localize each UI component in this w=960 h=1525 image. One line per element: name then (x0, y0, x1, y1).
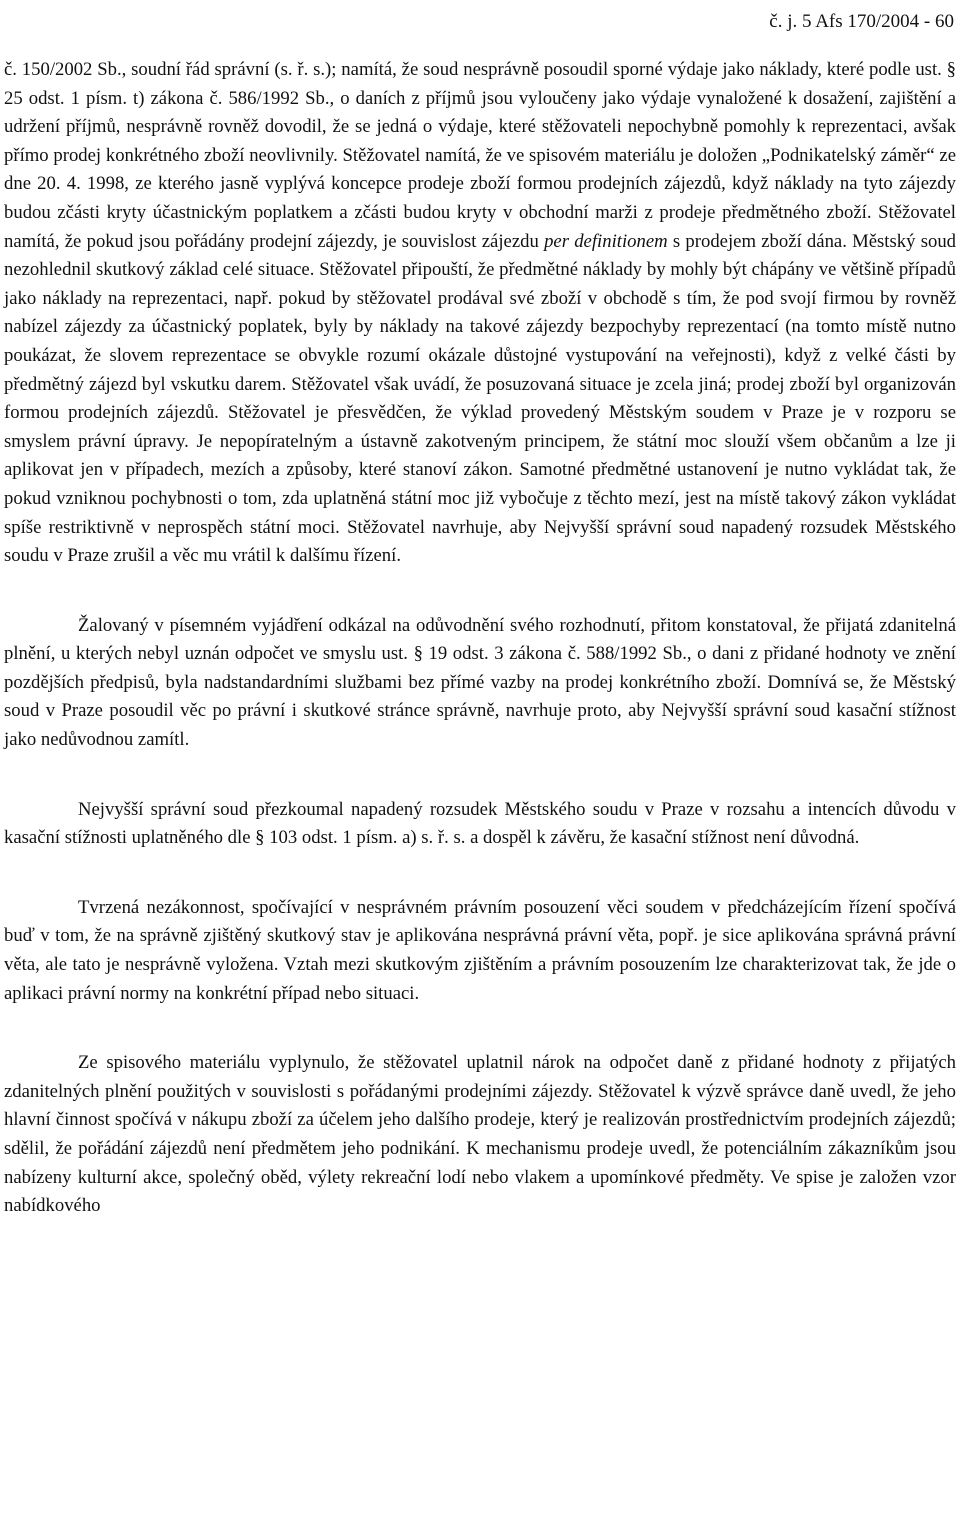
paragraph-court-review: Nejvyšší správní soud přezkoumal napadený rozsudek Městského soudu v Praze v rozsahu a intencích důvodu v kasační stížnosti uplatněného dle § 103 odst. 1 písm. a) s. ř. s. a dospěl k závěru, že kasační stížnost není důvodná. (4, 798, 956, 849)
paragraph-spacer (4, 755, 956, 796)
document-body (4, 56, 956, 1221)
paragraph-spacer (4, 1008, 956, 1049)
paragraph-spacer (4, 853, 956, 894)
italic-term: per definitionem (544, 230, 668, 252)
paragraph-defendant-statement: Žalovaný v písemném vyjádření odkázal na odůvodnění svého rozhodnutí, přitom konstatoval, že přijatá zdanitelná plnění, u kterých nebyl uznán odpočet ve smyslu ust. § 19 odst. 3 zákona č. 588/1992 Sb., o dani z přidané hodnoty ve znění pozdějších předpisů, byla nadstandardními službami bez přímé vazby na prodej konkrétního zboží. Domnívá se, že Městský soud v Praze posoudil věc po právní i skutkové stránce správně, navrhuje proto, aby Nejvyšší správní soud kasační stížnost jako nedůvodnou zamítl. (4, 614, 956, 751)
paragraph-text: č. 150/2002 Sb., soudní řád správní (s. ř. s.); namítá, že soud nesprávně posoudil sporné výdaje jako náklady, které podle ust. § 25 odst. 1 písm. t) zákona č. 586/1992 Sb., o daních z příjmů jsou vyloučeny jako výdaje vynaložené k dosažení, zajištění a udržení příjmů, nesprávně rovněž dovodil, že se jedná o výdaje, které stěžovateli nepochybně pomohly k reprezentaci, avšak přímo prodej konkrétného zboží neovlivnily. Stěžovatel namítá, že ve spisovém materiálu je doložen „Podnikatelský záměr“ ze dne 20. 4. 1998, ze kterého jasně vyplývá koncepce prodeje zboží formou prodejních zájezdů, když náklady na tyto zájezdy budou zčásti kryty účastnickým poplatkem a zčásti budou kryty v obchodní marži z prodeje předmětného zboží. Stěžovatel namítá, že pokud jsou pořádány prodejní zájezdy, je souvislost zájezdu (4, 59, 956, 252)
case-reference: č. j. 5 Afs 170/2004 - 60 (769, 11, 954, 32)
paragraph-file-material: Ze spisového materiálu vyplynulo, že stěžovatel uplatnil nárok na odpočet daně z přidané hodnoty z přijatých zdanitelných plnění použitých v souvislosti s pořádanými prodejními zájezdy. Stěžovatel k výzvě správce daně uvedl, že jeho hlavní činnost spočívá v nákupu zboží za účelem jeho dalšího prodeje, který je realizován prostřednictvím prodejních zájezdů; sdělil, že pořádání zájezdů není předmětem jeho podnikání. K mechanismu prodeje uvedl, že potenciálním zákazníkům jsou nabízeny kulturní akce, společný oběd, výlety rekreační lodí nebo vlakem a upomínkové předměty. Ve spise je založen vzor nabídkového (4, 1052, 956, 1217)
paragraph-illegality: Tvrzená nezákonnost, spočívající v nesprávném právním posouzení věci soudem v předcházejícím řízení spočívá buď v tom, že na správně zjištěný skutkový stav je aplikována nesprávná právní věta, popř. je sice aplikována správná právní věta, ale tato je nesprávně vyložena. Vztah mezi skutkovým zjištěním a právním posouzením lze charakterizovat tak, že jde o aplikaci právní normy na konkrétní případ nebo situaci. (4, 896, 956, 1004)
paragraph-spacer (4, 571, 956, 612)
paragraph-appeal-arguments (4, 56, 956, 571)
paragraph-text-continued: s prodejem zboží dána. Městský soud nezohlednil skutkový základ celé situace. Stěžovatel připouští, že předmětné náklady by mohly být chápány ve většině případů jako náklady na reprezentaci, např. pokud by stěžovatel prodával své zboží v obchodě s tím, že pod svojí firmou by rovněž nabízel zájezdy za účastnický poplatek, byly by náklady na takové zájezdy bezpochyby reprezentací (na tomto místě nutno poukázat, že slovem reprezentace se obvykle rozumí okázale důstojné vystupování na veřejnosti), když z velké části by předmětný zájezd byl vskutku darem. Stěžovatel však uvádí, že posuzovaná situace je zcela jiná; prodej zboží byl organizován formou prodejních zájezdů. Stěžovatel je přesvědčen, že výklad provedený Městským soudem v Praze je v rozporu se smyslem právní úpravy. Je nepopíratelným a ústavně zakotveným principem, že státní moc slouží všem občanům a lze ji aplikovat jen v případech, mezích a způsoby, které stanoví zákon. Samotné předmětné ustanovení je nutno vykládat tak, že pokud vzniknou pochybnosti o tom, zda uplatněná státní moc již vybočuje z těchto mezí, jest na místě takový zákon vykládat spíše restriktivně v neprospěch státní moci. Stěžovatel navrhuje, aby Nejvyšší správní soud napadený rozsudek Městského soudu v Praze zrušil a věc mu vrátil k dalšímu řízení. (4, 230, 957, 567)
